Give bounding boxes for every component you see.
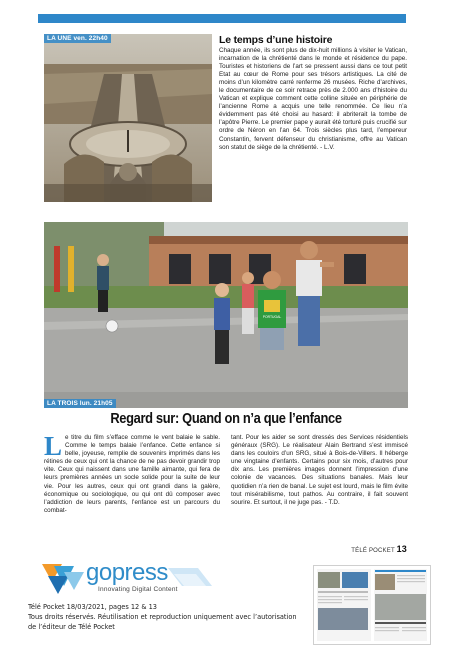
gopress-ribbon-icon	[168, 566, 212, 588]
page-number: 13	[396, 544, 407, 554]
gopress-wordmark: gopress	[86, 559, 168, 586]
article1-title: Le temps d’une histoire	[219, 34, 333, 46]
folio-label: TÉLÉ POCKET	[351, 548, 395, 554]
article1-tag: LA UNE ven. 22h40	[44, 34, 111, 43]
credit-line-3: de l’éditeur de Télé Pocket	[28, 623, 115, 631]
vatican-photo	[44, 34, 212, 202]
article2-column-left	[44, 431, 220, 515]
top-accent-bar	[38, 14, 406, 23]
gopress-logo	[40, 560, 210, 598]
gopress-tagline: Innovating Digital Content	[98, 586, 178, 593]
page-folio	[351, 544, 407, 554]
credit-line-1: Télé Pocket 18/03/2021, pages 12 & 13	[28, 603, 157, 611]
shirt-print: PORTUGAL	[262, 315, 282, 319]
article2-text-left: e titre du film s’efface comme le vent balaie le sable. Comme le temps balaie l’enfance. Cette enfance si belle, joyeuse, remplie de souvenirs imprimés dans les rétines de ceux qui ont la chance de ne pas devoir grandir trop vite. Ceux qui naissent dans une famille aimante, qui fera de leurs premières années un socle solide pour la suite de leur vie. Pour les autres, ceux qui ont grandi dans la galère, économique ou sociologique, ou qui ont dû composer avec l’addiction de leurs parents, l’enfance est un parcours du combat-	[44, 434, 220, 514]
article1-body: Chaque année, ils sont plus de dix-huit millions à visiter le Vatican, incarnation de la chrétienté dans le monde et résidence du pape. Touristes et historiens de l’art se pressent aussi dans ce tout petit Etat au cœur de Rome pour ses trésors artistiques. La cité de moins d’un kilomètre carré renferme 26 musées. Riche d’archives, le documentaire de ce soir retrace près de 2.000 ans d’histoire du Vatican et explique comment cette colline située en périphérie de l’ancienne Rome a acquis une telle renommée. Ce lieu n’a évidemment pas été choisi au hasard: il abriterait la tombe de l’apôtre Pierre. Le premier pape y aurait été torturé puis crucifié sur ordre de Néron en l’an 64. Trois siècles plus tard, l’empereur Constantin, fervent défenseur du christianisme, offre au Vatican son statut de siège de la chrétienté. - L.V.	[219, 47, 407, 151]
copyright-credit	[28, 602, 328, 632]
dropcap-letter: L	[44, 431, 63, 461]
gopress-mark-icon	[40, 560, 88, 598]
article2-column-right: tant. Pour les aider se sont dressés des Services résidentiels généraux (SRG). Le réalisateur Alain Bertrand s’est immiscé dans les couloirs d’un SRG, situé à Bois-de-Villers. Il héberge une vingtaine d’enfants. Certains pour six mois, d’autres pour dix ans. Les premières images donnent l’impression d’une colonie de vacances. Des situations banales. Mais leur quotidien n’a rien de banal. Le sujet est lourd, mais le film évite tout misérabilisme, tout pathos. Au contraire, il fait souvent sourire. Et surtout, il ne juge pas. - T.D.	[231, 434, 408, 506]
article2-title: Regard sur: Quand on n’a que l’enfance	[110, 410, 342, 427]
article2-tag: LA TROIS lun. 21h05	[44, 399, 116, 408]
page-spread-thumbnail	[313, 565, 431, 645]
credit-line-2: Tous droits réservés. Réutilisation et reproduction uniquement avec l’autorisation	[28, 613, 297, 621]
children-playground-photo	[44, 222, 408, 408]
